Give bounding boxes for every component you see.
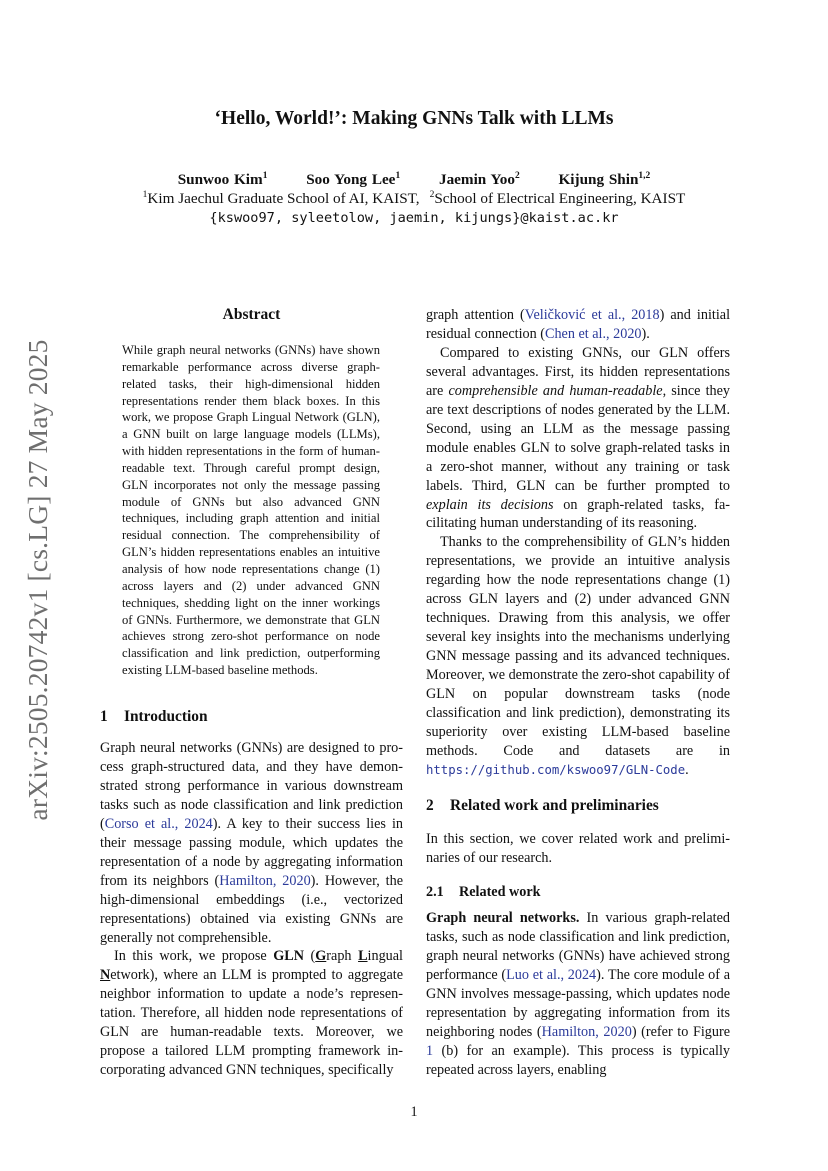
abstract-body: While graph neural networks (GNNs) have shown remarkable performance across diverse graph-related tasks, their high-dimensional hidden representations render them black boxes. In this work, we propose Graph Lingual Network (GLN), a GNN built on large language models (LLMs), with hidden representations in the form of human-readable text. Through careful prompt design, GLN incorporates not only the message passing module of GNNs but also advanced GNN techniques, including graph attention and initial residual connection. The comprehensibility of GLN’s hidden representations enables an intuitive analysis of how node representations change (1) across layers and (2) under advanced GNN techniques, shedding light on the inner workings of GNNs. Furthermore, we demonstrate that GLN achieves strong zero-shot performance on node classification and link prediction, outperforming existing LLM-based baseline methods. xyxy=(122,343,380,678)
subsection-heading-related-work: 2.1 Related work xyxy=(426,884,541,900)
abstract-heading: Abstract xyxy=(222,306,281,323)
citation-link[interactable]: Hamilton, 2020 xyxy=(219,872,311,889)
section-heading-introduction: 1 Introduction xyxy=(100,708,208,725)
intro-paragraph-1: Graph neural networks (GNNs) are designed to process graph-structured data, and they have demonstrated strong performance in various downstream tasks such as node classification and link prediction (Corso et al., 2024). A key to their success lies in their message passing module, which updates the representation of a node by aggregating information from its neighbors (Hamilton, 2020). However, the high-dimensional embeddings (i.e., vectorized representations) obtained via existing GNNs are generally not comprehensible. xyxy=(100,740,403,946)
intro-paragraph-continued: graph attention (Veličković et al., 2018) and initial residual connection (Chen et al., 2020). xyxy=(426,307,731,342)
author: Sunwoo Kim$^1$ xyxy=(177,171,268,189)
author: Kijung Shin$^{1,2}$ xyxy=(558,171,651,189)
figure-reference-link[interactable]: 1 xyxy=(426,1042,434,1059)
citation-link[interactable]: Luo et al., 2024 xyxy=(506,966,597,983)
related-work-gnn-paragraph: Graph neural networks. In various graph-related tasks, such as node classification and link prediction, graph neural networks (GNNs) have achieved strong performance (Luo et al., 2024). The core module of a GNN involves message-passing, which updates node representation by aggregating information from its neighboring nodes (Hamilton, 2020) (refer to Figure 1 (b) for an example). This process is typically repeated across layers, enabling xyxy=(426,910,731,1078)
right-column-intro-continued xyxy=(426,306,730,780)
arxiv-identifier-stamp xyxy=(17,330,59,830)
code-repository-link[interactable]: https://github.com/kswoo97/GLN-Code xyxy=(426,762,686,777)
intro-paragraph-contributions: Thanks to the comprehensibility of GLN’s hidden representations, we provide an intuitive analysis regarding how the node representations change (1) across GLN layers and (2) under advanced GNN techniques. Drawing from this analysis, we offer several key insights into the mechanisms underlying GNN message passing and its advanced techniques. Moreover, we demonstrate the zero-shot capability of GLN on popular downstream tasks (node classification and link prediction), demonstrating its superiority over existing LLM-based baseline methods. Code and datasets are in https://github.com/kswoo97/GLN-Code. xyxy=(426,534,730,778)
affiliation-kaist-ai: Kim Jaechul Graduate School of AI, KAIST, xyxy=(147,190,420,208)
citation-link[interactable]: Hamilton, 2020 xyxy=(541,1023,632,1040)
section-heading-related-work: 2 Related work and preliminaries xyxy=(426,797,659,814)
intro-paragraph-2: In this work, we propose GLN (Graph Lingual Network), where an LLM is prompted to aggregate neighbor information to update a node’s representation. Therefore, all hidden node representations of GLN are human-readable texts. Moreover, we propose a tailored LLM prompting framework incorporating advanced GNN techniques, specifically xyxy=(100,948,403,1079)
citation-link[interactable]: Corso et al., 2024 xyxy=(104,815,213,832)
author: Soo Yong Lee$^1$ xyxy=(306,171,401,189)
related-work-intro: In this section, we cover related work and preliminaries of our research. xyxy=(426,831,730,866)
arxiv-stamp-text: arXiv:2505.20742v1 [cs.LG] 27 May 2025 xyxy=(22,339,53,821)
citation-link[interactable]: Veličković et al., 2018 xyxy=(524,307,660,323)
paper-title: ‘Hello, World!’: Making GNNs Talk with LLMs xyxy=(214,108,614,129)
intro-paragraph-advantages: Compared to existing GNNs, our GLN offers several advantages. First, its hidden representations are comprehensible and human-readable, since they are text descriptions of nodes generated by the LLM. Second, using an LLM as the message passing module enables GLN to solve graph-related tasks in a zero-shot manner, without any training or task labels. Third, GLN can be further prompted to explain its decisions on graph-related tasks, facilitating human understanding of its reasoning. xyxy=(426,344,730,532)
author: Jaemin Yoo$^2$ xyxy=(438,171,520,189)
author-list xyxy=(0,171,828,189)
author-emails: {kswoo97, syleetolow, jaemin, kijungs}@kaist.ac.kr xyxy=(209,210,619,226)
affiliations: $^1$Kim Jaechul Graduate School of AI, KAIST, $^2$School of Electrical Engineering, KAIST xyxy=(142,190,686,208)
introduction-body xyxy=(100,739,403,1080)
affiliation-kaist-ee: School of Electrical Engineering, KAIST xyxy=(434,190,686,208)
page-number: 1 xyxy=(410,1104,418,1120)
citation-link[interactable]: Chen et al., 2020 xyxy=(544,325,642,342)
